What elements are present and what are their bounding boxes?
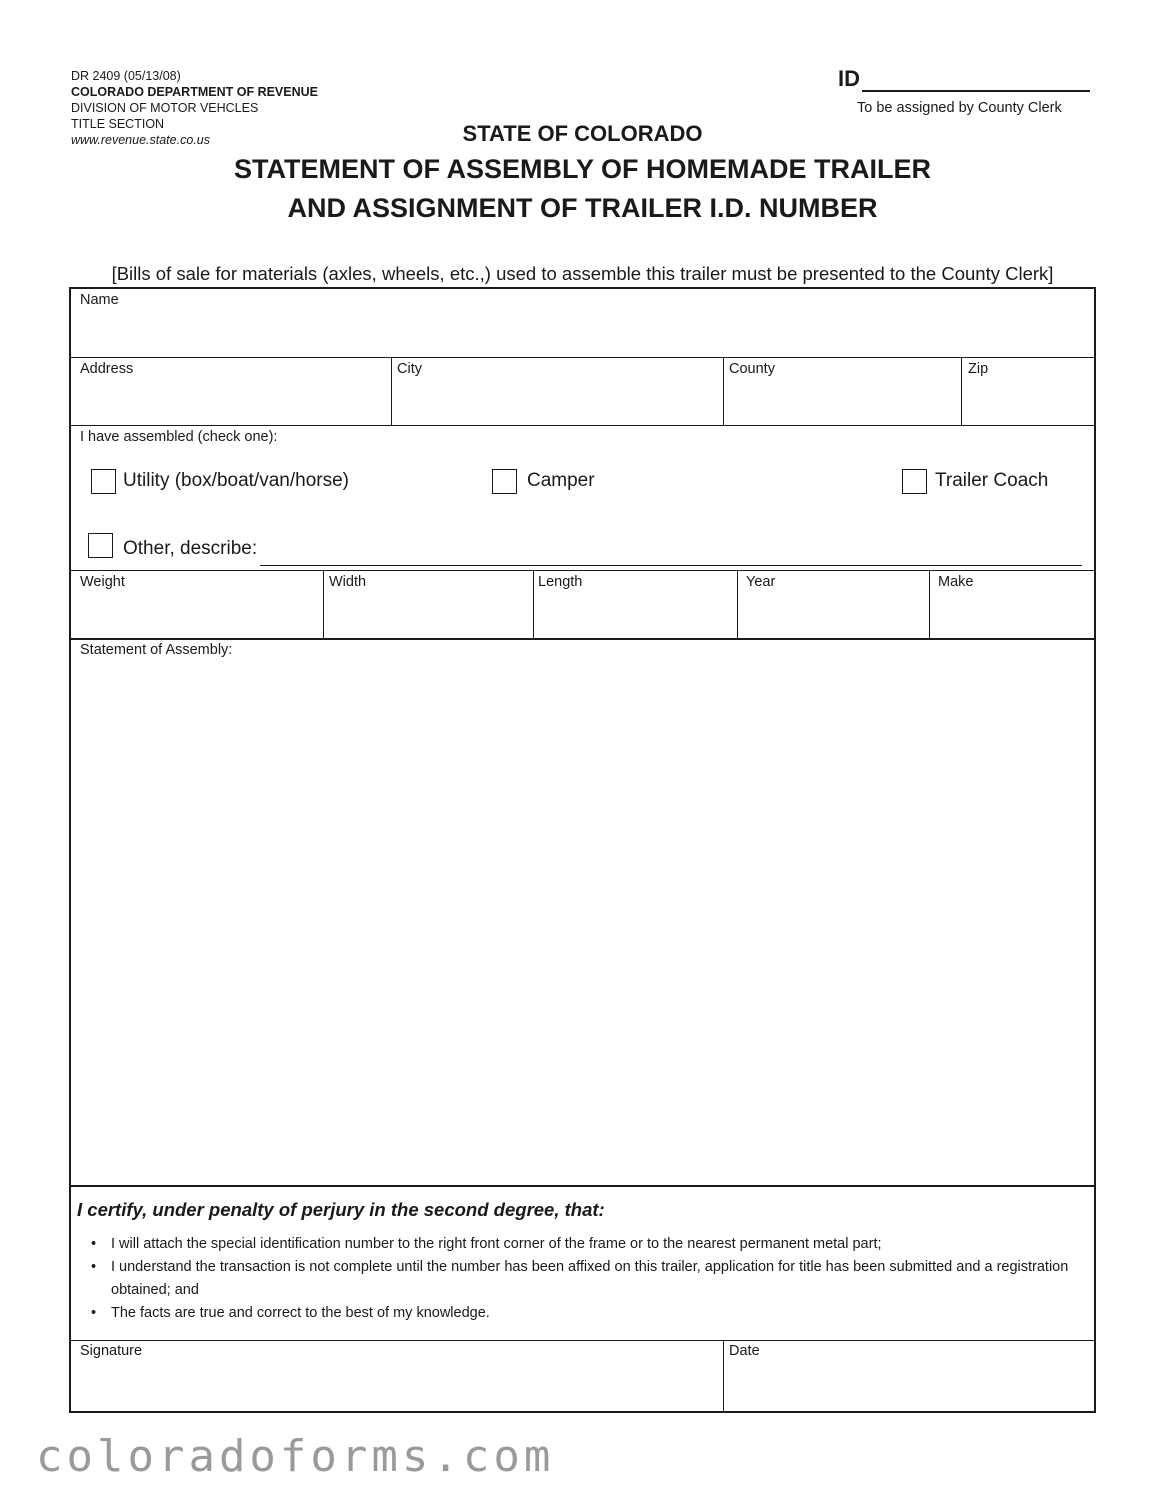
id-input-line[interactable] — [862, 70, 1090, 92]
divider — [723, 1340, 724, 1413]
divider — [71, 638, 1094, 640]
form-body — [69, 287, 1096, 1413]
name-label: Name — [80, 292, 119, 308]
other-option-label: Other, describe: — [123, 538, 258, 559]
utility-option-label: Utility (box/boat/van/horse) — [123, 470, 349, 491]
divider — [533, 570, 534, 639]
certification-heading: I certify, under penalty of perjury in the second degree, that: — [77, 1199, 605, 1220]
make-label: Make — [938, 574, 974, 590]
other-checkbox[interactable] — [88, 533, 113, 558]
state-heading: STATE OF COLORADO — [462, 121, 703, 146]
city-label: City — [397, 361, 422, 377]
trailer-coach-option-label: Trailer Coach — [935, 470, 1049, 491]
divider — [323, 570, 324, 639]
department-name: COLORADO DEPARTMENT OF REVENUE — [71, 85, 318, 99]
section-name: TITLE SECTION — [71, 117, 165, 131]
list-item: • I understand the transaction is not complete until the number has been affixed on this trailer, application for title has been submitted and a registration obtained; and — [91, 1259, 1069, 1298]
divider — [71, 425, 1094, 426]
date-label: Date — [729, 1343, 760, 1359]
form-number: DR 2409 (05/13/08) — [71, 69, 181, 83]
divider — [929, 570, 930, 639]
year-label: Year — [746, 574, 776, 590]
divider — [71, 570, 1094, 571]
website-link[interactable]: www.revenue.state.co.us — [71, 133, 210, 147]
divider — [391, 357, 392, 425]
length-label: Length — [538, 574, 583, 590]
divider — [737, 570, 738, 639]
zip-label: Zip — [968, 361, 989, 377]
watermark-text: coloradoforms.com — [36, 1431, 555, 1482]
divider — [71, 1185, 1094, 1187]
bills-of-sale-note: [Bills of sale for materials (axles, wheels, etc.,) used to assemble this trailer must be presented to the County Clerk] — [111, 263, 1054, 284]
utility-checkbox[interactable] — [91, 469, 116, 494]
divider — [71, 1340, 1094, 1341]
division-name: DIVISION OF MOTOR VEHCLES — [71, 101, 259, 115]
statement-label: Statement of Assembly: — [80, 642, 233, 658]
trailer-coach-checkbox[interactable] — [902, 469, 927, 494]
assembled-prompt: I have assembled (check one): — [80, 429, 278, 445]
county-label: County — [729, 361, 775, 377]
width-label: Width — [329, 574, 367, 590]
divider — [71, 357, 1094, 358]
address-label: Address — [80, 361, 134, 377]
other-description-field[interactable] — [260, 565, 1082, 566]
camper-option-label: Camper — [527, 470, 595, 491]
id-label: ID — [838, 66, 860, 91]
id-field[interactable] — [838, 66, 1090, 92]
signature-label: Signature — [80, 1343, 143, 1359]
divider — [961, 357, 962, 425]
certification-list — [91, 1233, 1071, 1325]
camper-checkbox[interactable] — [492, 469, 517, 494]
id-note: To be assigned by County Clerk — [857, 100, 1062, 116]
divider — [723, 357, 724, 425]
list-item: • I will attach the special identification number to the right front corner of the frame or to the nearest permanent metal part; — [91, 1236, 882, 1252]
form-title-line1: STATEMENT OF ASSEMBLY OF HOMEMADE TRAILER — [233, 154, 932, 184]
weight-label: Weight — [80, 574, 125, 590]
form-title-line2: AND ASSIGNMENT OF TRAILER I.D. NUMBER — [287, 193, 878, 223]
list-item: • The facts are true and correct to the best of my knowledge. — [91, 1305, 490, 1321]
